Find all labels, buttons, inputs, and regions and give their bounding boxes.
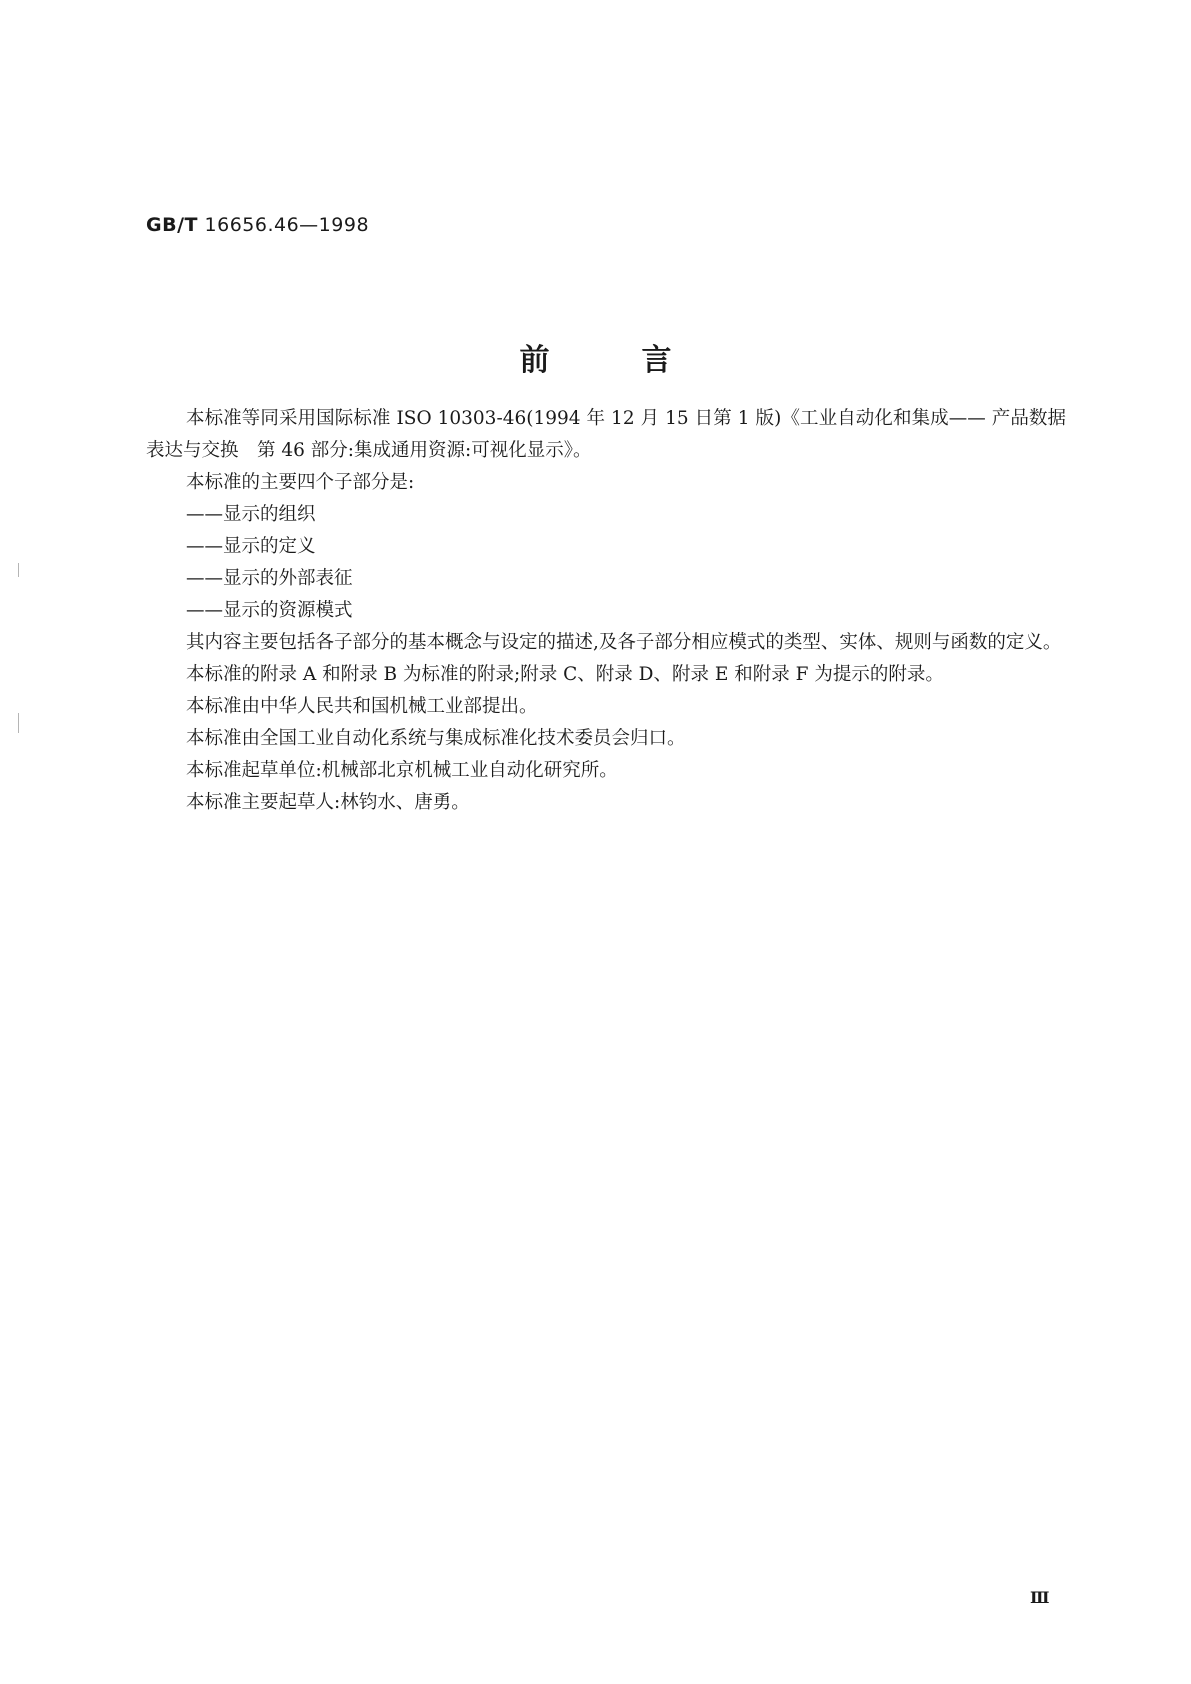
- paragraph-proposer: 本标准由中华人民共和国机械工业部提出。: [186, 696, 538, 717]
- paragraph-contents: 其内容主要包括各子部分的基本概念与设定的描述,及各子部分相应模式的类型、实体、规则与函数的定义。: [186, 632, 1062, 653]
- page-number: Ⅲ: [1030, 1588, 1050, 1607]
- paragraph-committee: 本标准由全国工业自动化系统与集成标准化技术委员会归口。: [186, 728, 686, 749]
- list-item: ——显示的定义: [186, 536, 316, 557]
- page-title: 前言: [519, 343, 764, 378]
- paragraph-appendices: 本标准的附录 A 和附录 B 为标准的附录;附录 C、附录 D、附录 E 和附录 F 为提示的附录。: [186, 664, 944, 685]
- list-item: ——显示的资源模式: [186, 600, 353, 621]
- list-item: ——显示的组织: [186, 504, 316, 525]
- foreword-body: [146, 403, 1066, 819]
- standard-number: 16656.46—1998: [197, 214, 370, 236]
- standard-code: [146, 214, 369, 236]
- scan-mark: [18, 713, 19, 733]
- paragraph-drafters: 本标准主要起草人:林钧水、唐勇。: [186, 792, 470, 813]
- paragraph-drafting-unit: 本标准起草单位:机械部北京机械工业自动化研究所。: [186, 760, 618, 781]
- list-item: ——显示的外部表征: [186, 568, 353, 589]
- paragraph-adoption: 本标准等同采用国际标准 ISO 10303-46(1994 年 12 月 15 日第 1 版)《工业自动化和集成—— 产品数据表达与交换 第 46 部分:集成通用资源:可视化显示》。: [146, 408, 1066, 461]
- scan-mark: [18, 563, 19, 577]
- paragraph-subparts-intro: 本标准的主要四个子部分是:: [186, 472, 415, 493]
- standard-prefix: GB/T: [146, 214, 198, 236]
